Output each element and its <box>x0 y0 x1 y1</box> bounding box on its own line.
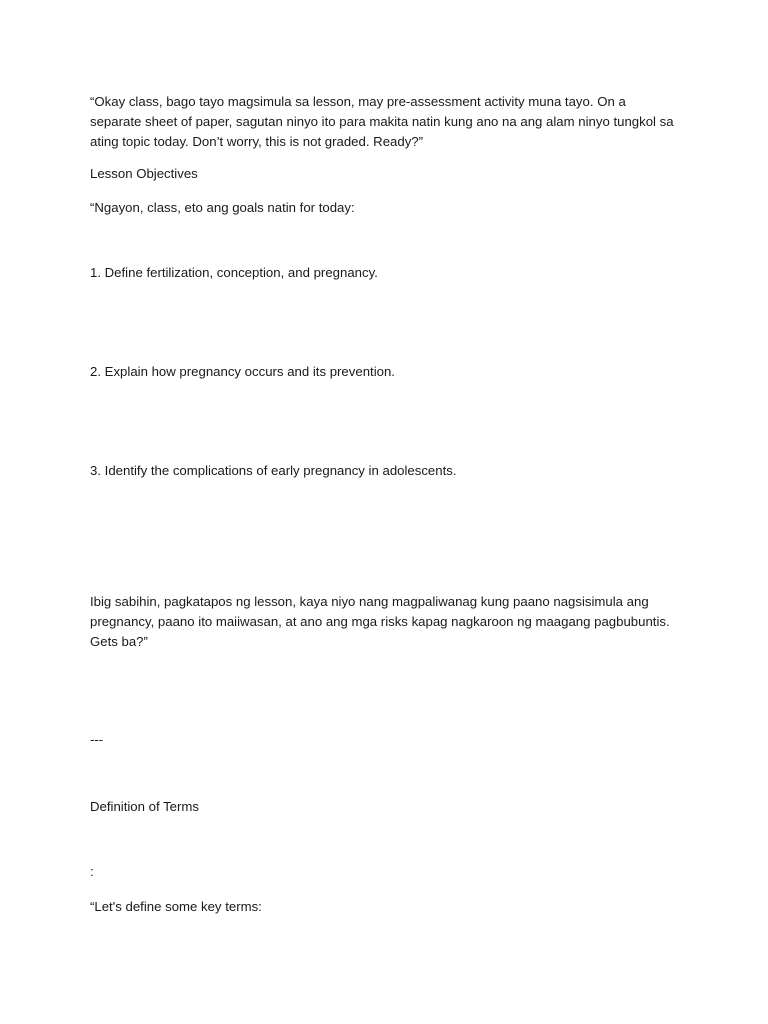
goals-intro: “Ngayon, class, eto ang goals natin for today: <box>90 200 355 215</box>
summary-paragraph: Ibig sabihin, pagkatapos ng lesson, kaya niyo nang magpaliwanag kung paano nagsisimula ang pregnancy, paano ito maiiwasan, at ano ang mga risks kapag nagkaroon ng maagang pagbubuntis. Gets ba?” <box>90 594 670 649</box>
definition-of-terms-heading: Definition of Terms <box>90 799 199 814</box>
intro-paragraph: “Okay class, bago tayo magsimula sa lesson, may pre-assessment activity muna tayo. On a separate sheet of paper, sagutan ninyo ito para makita natin kung ano na ang alam ninyo tungkol sa ating topic today. Don’t worry, this is not graded. Ready?” <box>90 94 674 149</box>
objective-item-3: 3. Identify the complications of early pregnancy in adolescents. <box>90 463 457 478</box>
lesson-objectives-heading: Lesson Objectives <box>90 166 198 181</box>
section-separator: --- <box>90 732 104 747</box>
objective-item-2: 2. Explain how pregnancy occurs and its prevention. <box>90 364 395 379</box>
key-terms-intro: “Let's define some key terms: <box>90 899 262 914</box>
objective-item-1: 1. Define fertilization, conception, and pregnancy. <box>90 265 378 280</box>
colon-line: : <box>90 864 94 879</box>
